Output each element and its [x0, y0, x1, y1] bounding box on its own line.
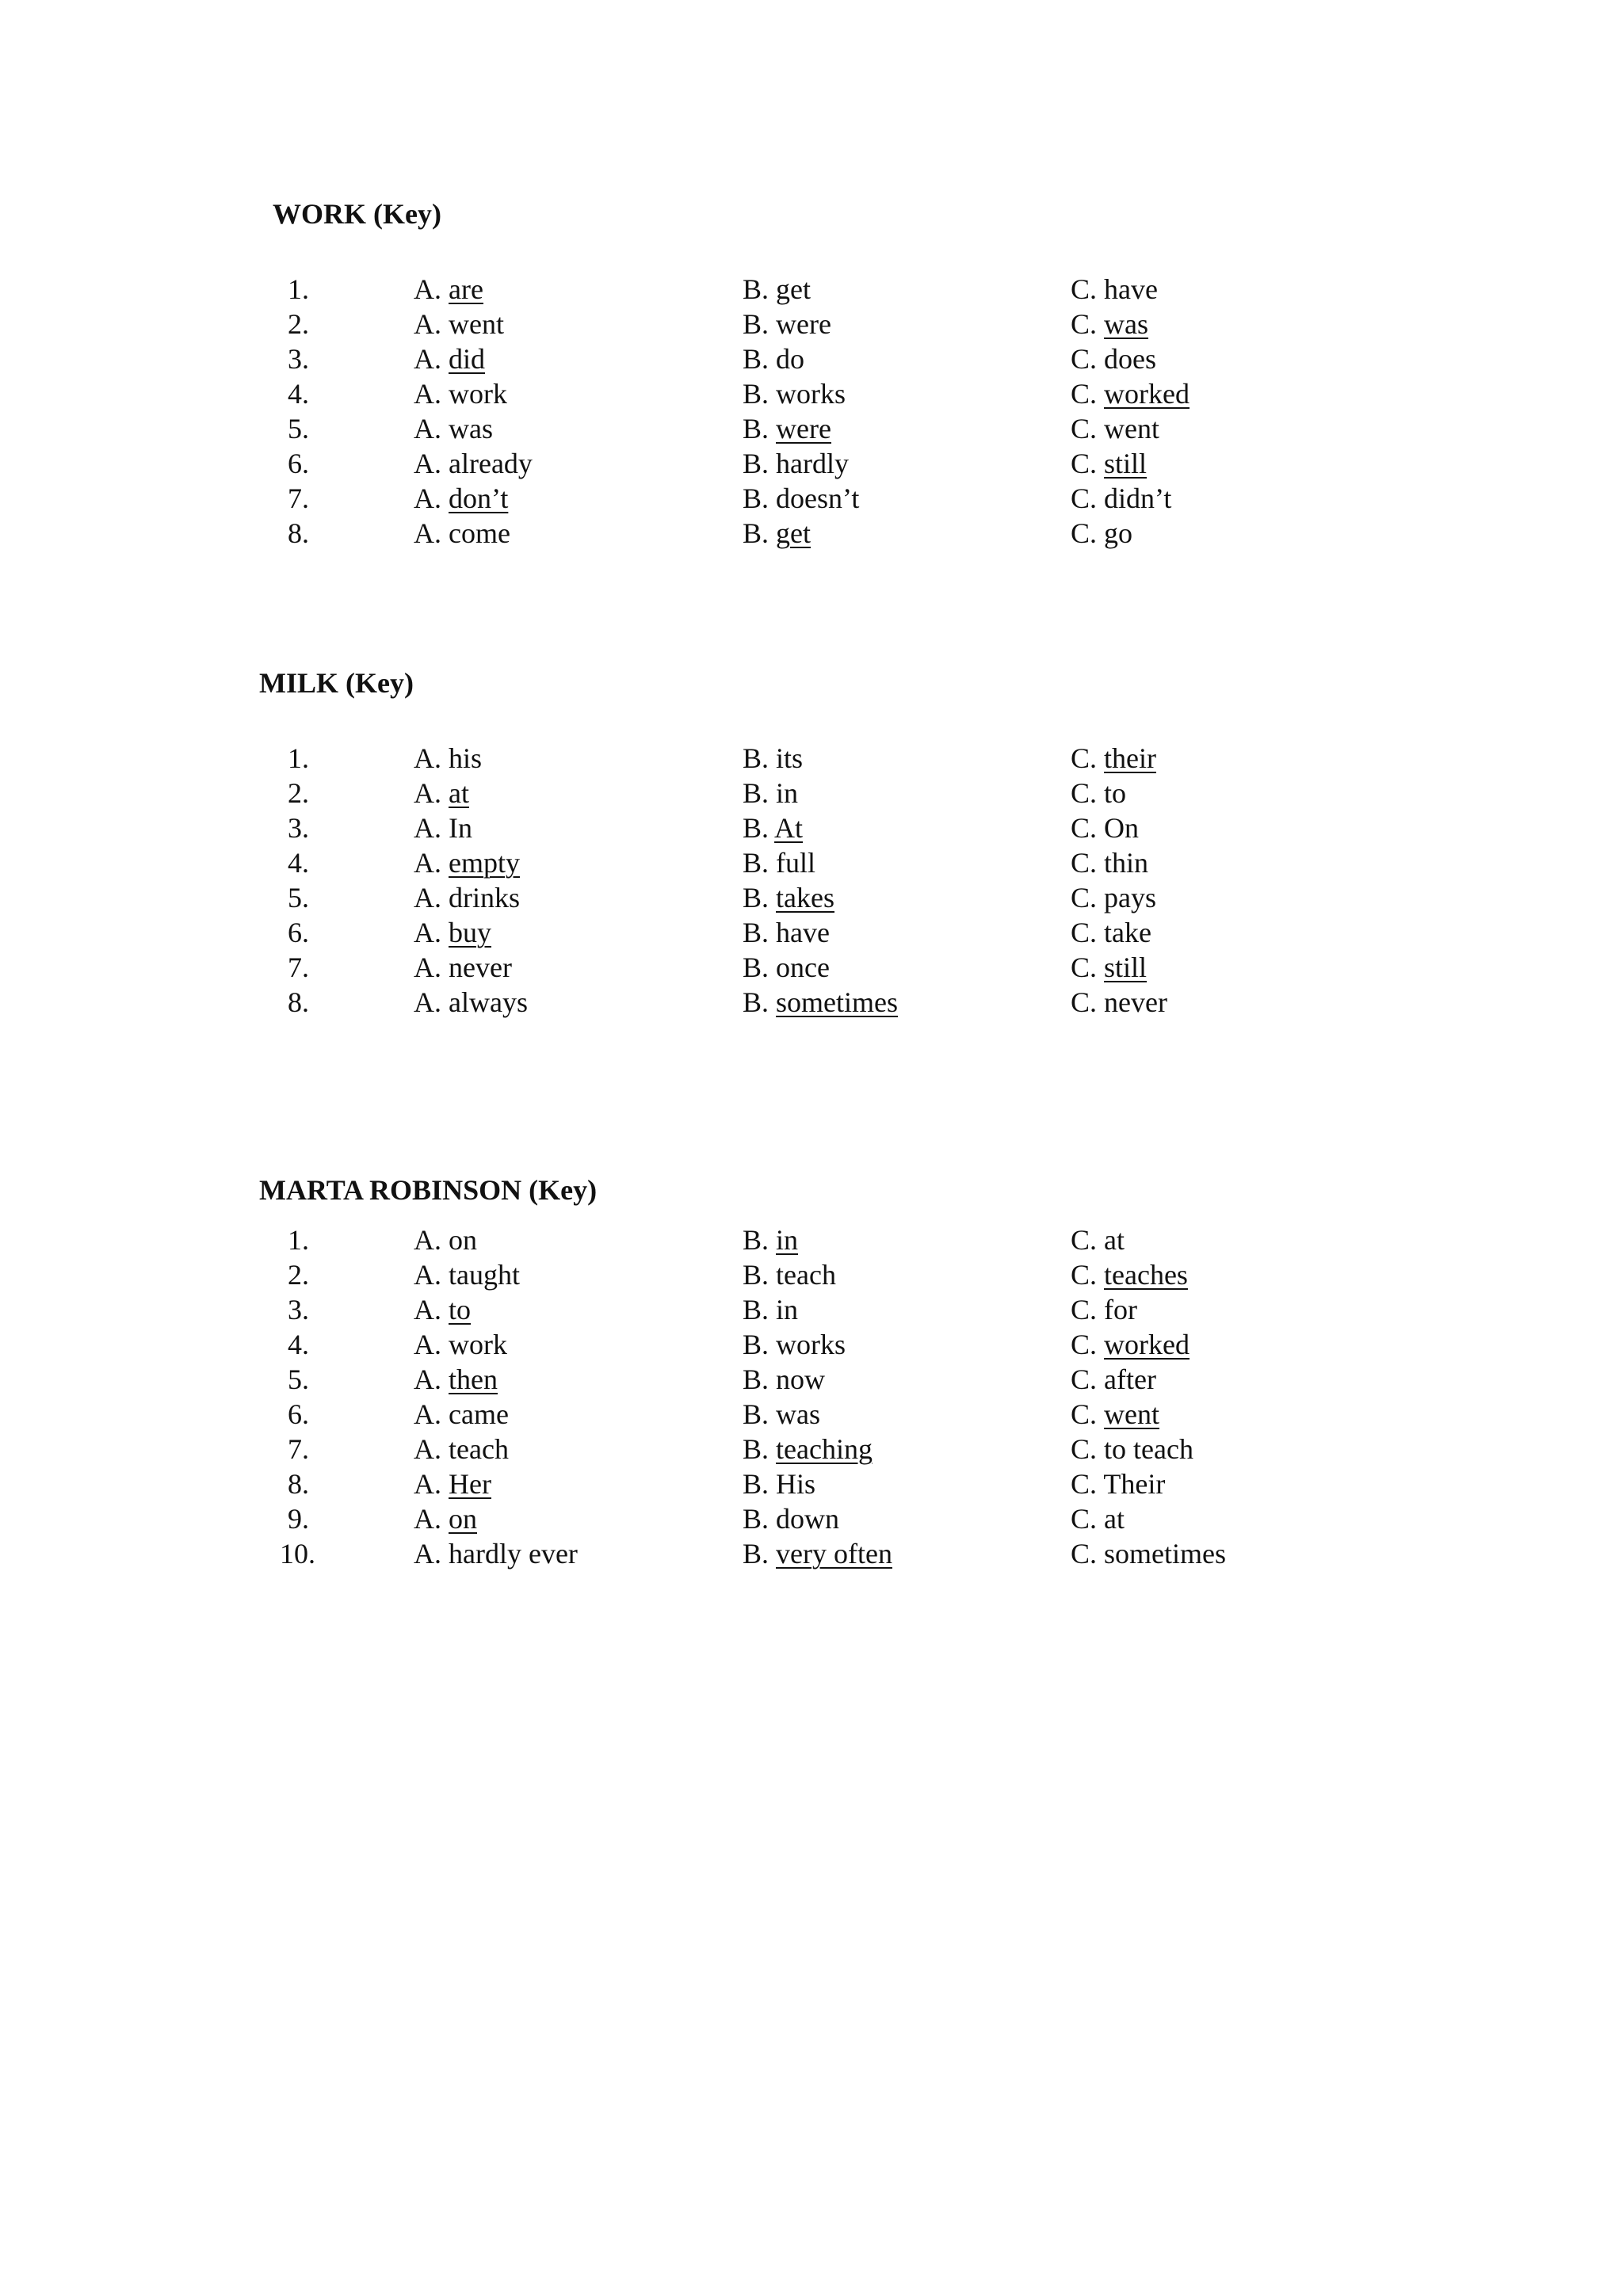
question-row: [0, 776, 1623, 810]
option-word: still: [1104, 448, 1148, 479]
option-letter: B.: [743, 1363, 769, 1395]
question-number: 8.: [288, 517, 309, 549]
option-c: [1071, 1501, 1125, 1536]
option-word: sometimes: [776, 986, 898, 1018]
option-c: [1071, 1397, 1159, 1432]
option-letter: B.: [743, 1259, 769, 1291]
option-word: Her: [449, 1468, 491, 1500]
option-word: in: [776, 1294, 799, 1325]
option-letter: A.: [414, 1538, 441, 1569]
option-word: worked: [1104, 378, 1190, 410]
option-word: very often: [776, 1538, 892, 1569]
option-a: [414, 1327, 507, 1362]
option-word: sometimes: [1104, 1538, 1226, 1569]
option-letter: B.: [743, 1503, 769, 1535]
option-a: [414, 1362, 498, 1397]
option-word: in: [776, 1224, 799, 1256]
option-word: then: [449, 1363, 498, 1395]
question-number: 3.: [288, 1294, 309, 1325]
option-letter: C.: [1071, 308, 1098, 340]
option-letter: A.: [414, 777, 441, 809]
option-letter: B.: [743, 917, 769, 948]
option-b: [743, 1397, 820, 1432]
option-word: to: [449, 1294, 472, 1325]
option-a: [414, 1536, 578, 1571]
question-row: [0, 845, 1623, 880]
option-letter: C.: [1071, 448, 1098, 479]
option-letter: A.: [414, 378, 441, 410]
option-word: have: [776, 917, 830, 948]
option-word: hardly ever: [449, 1538, 578, 1569]
option-letter: A.: [414, 882, 441, 913]
option-letter: A.: [414, 413, 441, 444]
section-title: WORK (Key): [273, 198, 441, 230]
option-word: In: [449, 812, 472, 844]
option-c: [1071, 272, 1158, 307]
question-number: 4.: [288, 847, 309, 879]
option-c: [1071, 446, 1147, 481]
option-word: have: [1104, 273, 1158, 305]
option-word: was: [449, 413, 493, 444]
option-word: went: [1104, 413, 1159, 444]
option-word: get: [776, 517, 811, 549]
option-b: [743, 1362, 825, 1397]
option-word: already: [449, 448, 533, 479]
option-b: [743, 481, 859, 516]
option-a: [414, 307, 504, 341]
option-letter: B.: [743, 882, 769, 913]
question-number: 3.: [288, 812, 309, 844]
option-word: teaching: [776, 1433, 873, 1465]
option-a: [414, 1501, 477, 1536]
option-letter: B.: [743, 343, 769, 375]
option-word: to teach: [1104, 1433, 1193, 1465]
option-a: [414, 1257, 520, 1292]
question-number: 6.: [288, 448, 309, 479]
option-c: [1071, 985, 1167, 1020]
option-c: [1071, 516, 1132, 551]
option-word: worked: [1104, 1329, 1190, 1360]
question-row: [0, 950, 1623, 985]
option-letter: A.: [414, 1503, 441, 1535]
question-row: [0, 1292, 1623, 1327]
option-letter: A.: [414, 517, 441, 549]
question-number: 2.: [288, 308, 309, 340]
option-letter: C.: [1071, 742, 1098, 774]
option-letter: C.: [1071, 986, 1098, 1018]
question-number: 1.: [288, 273, 309, 305]
question-row: [0, 1536, 1623, 1571]
option-b: [743, 272, 811, 307]
question-row: [0, 1362, 1623, 1397]
option-word: get: [776, 273, 811, 305]
option-letter: C.: [1071, 882, 1098, 913]
option-letter: A.: [414, 482, 441, 514]
option-letter: A.: [414, 1433, 441, 1465]
option-b: [743, 741, 803, 776]
option-c: [1071, 411, 1159, 446]
question-number: 4.: [288, 378, 309, 410]
option-letter: B.: [743, 1398, 769, 1430]
question-row: [0, 741, 1623, 776]
option-letter: B.: [743, 1329, 769, 1360]
question-number: 8.: [288, 986, 309, 1018]
option-word: at: [1104, 1224, 1125, 1256]
option-b: [743, 307, 831, 341]
option-letter: A.: [414, 986, 441, 1018]
option-word: does: [1104, 343, 1157, 375]
option-letter: B.: [743, 986, 769, 1018]
option-letter: A.: [414, 1398, 441, 1430]
option-letter: A.: [414, 952, 441, 983]
option-letter: A.: [414, 1294, 441, 1325]
option-c: [1071, 1362, 1156, 1397]
option-a: [414, 411, 493, 446]
option-letter: A.: [414, 1363, 441, 1395]
option-letter: B.: [743, 1538, 769, 1569]
option-b: [743, 411, 831, 446]
option-b: [743, 845, 815, 880]
option-a: [414, 1432, 509, 1466]
option-word: never: [449, 952, 512, 983]
option-c: [1071, 1536, 1226, 1571]
option-c: [1071, 950, 1147, 985]
option-letter: C.: [1071, 1329, 1098, 1360]
option-word: down: [776, 1503, 840, 1535]
option-letter: B.: [743, 482, 769, 514]
option-letter: B.: [743, 273, 769, 305]
question-number: 7.: [288, 482, 309, 514]
option-letter: C.: [1071, 517, 1098, 549]
option-word: don’t: [449, 482, 509, 514]
option-letter: A.: [414, 742, 441, 774]
option-word: his: [449, 742, 483, 774]
option-b: [743, 776, 798, 810]
option-a: [414, 446, 533, 481]
option-word: at: [449, 777, 469, 809]
option-word: didn’t: [1104, 482, 1172, 514]
question-number: 7.: [288, 1433, 309, 1465]
option-c: [1071, 810, 1139, 845]
question-row: [0, 1466, 1623, 1501]
section-title: MARTA ROBINSON (Key): [259, 1174, 598, 1206]
option-word: works: [776, 378, 846, 410]
question-row: [0, 1397, 1623, 1432]
option-a: [414, 481, 508, 516]
option-letter: B.: [743, 847, 769, 879]
option-a: [414, 516, 510, 551]
option-b: [743, 985, 898, 1020]
option-letter: B.: [743, 1433, 769, 1465]
option-letter: A.: [414, 448, 441, 479]
option-a: [414, 810, 472, 845]
question-row: [0, 1222, 1623, 1257]
option-letter: B.: [743, 1468, 769, 1500]
option-a: [414, 845, 520, 880]
option-word: still: [1104, 952, 1148, 983]
option-letter: A.: [414, 917, 441, 948]
question-row: [0, 376, 1623, 411]
option-letter: C.: [1071, 482, 1098, 514]
option-c: [1071, 307, 1148, 341]
option-word: drinks: [449, 882, 520, 913]
option-letter: C.: [1071, 343, 1098, 375]
question-row: [0, 307, 1623, 341]
option-word: went: [1104, 1398, 1159, 1430]
option-b: [743, 516, 811, 551]
option-word: hardly: [776, 448, 849, 479]
option-b: [743, 810, 803, 845]
option-word: now: [776, 1363, 826, 1395]
option-b: [743, 1257, 836, 1292]
option-c: [1071, 1292, 1137, 1327]
option-a: [414, 1222, 477, 1257]
question-row: [0, 1327, 1623, 1362]
question-number: 6.: [288, 917, 309, 948]
option-letter: A.: [414, 812, 441, 844]
question-row: [0, 1501, 1623, 1536]
option-a: [414, 880, 520, 915]
option-letter: C.: [1071, 952, 1098, 983]
option-c: [1071, 880, 1156, 915]
option-word: its: [776, 742, 804, 774]
question-number: 6.: [288, 1398, 309, 1430]
option-word: for: [1104, 1294, 1137, 1325]
question-number: 8.: [288, 1468, 309, 1500]
option-letter: C.: [1071, 1503, 1098, 1535]
option-letter: C.: [1071, 1363, 1098, 1395]
option-word: on: [449, 1503, 477, 1535]
option-letter: A.: [414, 1224, 441, 1256]
option-letter: B.: [743, 448, 769, 479]
option-word: once: [776, 952, 830, 983]
option-b: [743, 1222, 798, 1257]
option-letter: C.: [1071, 1433, 1098, 1465]
option-b: [743, 1501, 839, 1536]
option-word: take: [1104, 917, 1151, 948]
question-number: 3.: [288, 343, 309, 375]
option-word: Their: [1103, 1468, 1166, 1500]
option-letter: B.: [743, 777, 769, 809]
option-b: [743, 1536, 892, 1571]
option-c: [1071, 1466, 1165, 1501]
option-word: full: [776, 847, 816, 879]
option-word: come: [449, 517, 510, 549]
option-word: pays: [1104, 882, 1157, 913]
option-letter: A.: [414, 308, 441, 340]
section-title: MILK (Key): [259, 667, 414, 699]
question-number: 2.: [288, 777, 309, 809]
option-word: thin: [1104, 847, 1149, 879]
option-b: [743, 950, 830, 985]
option-c: [1071, 481, 1171, 516]
option-word: On: [1104, 812, 1140, 844]
option-b: [743, 446, 849, 481]
question-number: 5.: [288, 882, 309, 913]
option-letter: C.: [1071, 777, 1098, 809]
option-a: [414, 776, 469, 810]
option-b: [743, 880, 834, 915]
question-number: 5.: [288, 1363, 309, 1395]
option-letter: A.: [414, 847, 441, 879]
option-word: came: [449, 1398, 509, 1430]
option-word: did: [449, 343, 486, 375]
option-word: teaches: [1104, 1259, 1188, 1291]
option-word: was: [1104, 308, 1149, 340]
option-b: [743, 1292, 798, 1327]
option-word: empty: [449, 847, 520, 879]
option-word: went: [449, 308, 504, 340]
option-letter: A.: [414, 273, 441, 305]
option-letter: C.: [1071, 413, 1098, 444]
option-word: at: [1104, 1503, 1125, 1535]
option-word: work: [449, 1329, 507, 1360]
option-c: [1071, 1327, 1190, 1362]
option-a: [414, 341, 485, 376]
option-letter: B.: [743, 952, 769, 983]
option-c: [1071, 341, 1156, 376]
question-row: [0, 516, 1623, 551]
question-number: 1.: [288, 742, 309, 774]
option-letter: B.: [743, 308, 769, 340]
option-word: teach: [449, 1433, 509, 1465]
option-word: works: [776, 1329, 846, 1360]
option-c: [1071, 845, 1148, 880]
question-row: [0, 1432, 1623, 1466]
option-a: [414, 272, 483, 307]
question-row: [0, 985, 1623, 1020]
option-word: go: [1104, 517, 1133, 549]
option-c: [1071, 1432, 1193, 1466]
option-letter: C.: [1071, 1294, 1098, 1325]
option-a: [414, 950, 512, 985]
question-row: [0, 810, 1623, 845]
option-letter: B.: [743, 1224, 769, 1256]
option-a: [414, 985, 528, 1020]
option-word: to: [1104, 777, 1127, 809]
question-number: 5.: [288, 413, 309, 444]
option-word: At: [774, 812, 804, 844]
option-letter: A.: [414, 1259, 441, 1291]
option-word: was: [776, 1398, 821, 1430]
option-b: [743, 1466, 815, 1501]
option-letter: C.: [1071, 1398, 1098, 1430]
option-letter: C.: [1071, 1468, 1098, 1500]
option-word: their: [1104, 742, 1156, 774]
option-b: [743, 341, 804, 376]
option-letter: C.: [1071, 1538, 1098, 1569]
question-row: [0, 341, 1623, 376]
option-letter: B.: [743, 413, 769, 444]
option-letter: C.: [1071, 273, 1098, 305]
question-number: 1.: [288, 1224, 309, 1256]
option-letter: B.: [743, 1294, 769, 1325]
option-c: [1071, 1257, 1188, 1292]
option-word: were: [776, 308, 831, 340]
option-a: [414, 915, 491, 950]
option-word: were: [776, 413, 831, 444]
option-word: taught: [449, 1259, 520, 1291]
option-a: [414, 1466, 491, 1501]
question-row: [0, 411, 1623, 446]
option-word: buy: [449, 917, 491, 948]
option-word: are: [449, 273, 483, 305]
option-letter: B.: [743, 812, 769, 844]
option-b: [743, 1432, 873, 1466]
question-row: [0, 880, 1623, 915]
question-number: 10.: [280, 1538, 315, 1569]
option-letter: B.: [743, 742, 769, 774]
option-word: after: [1104, 1363, 1156, 1395]
question-row: [0, 272, 1623, 307]
option-b: [743, 915, 830, 950]
option-letter: C.: [1071, 847, 1098, 879]
option-letter: C.: [1071, 1259, 1098, 1291]
option-c: [1071, 776, 1126, 810]
option-a: [414, 1397, 509, 1432]
option-letter: A.: [414, 1468, 441, 1500]
option-word: never: [1104, 986, 1167, 1018]
option-c: [1071, 741, 1156, 776]
option-word: work: [449, 378, 507, 410]
option-a: [414, 741, 482, 776]
question-number: 2.: [288, 1259, 309, 1291]
option-letter: C.: [1071, 812, 1098, 844]
option-letter: B.: [743, 378, 769, 410]
option-c: [1071, 1222, 1125, 1257]
option-word: takes: [776, 882, 834, 913]
option-word: in: [776, 777, 799, 809]
question-row: [0, 1257, 1623, 1292]
option-letter: C.: [1071, 917, 1098, 948]
option-word: doesn’t: [776, 482, 860, 514]
option-letter: C.: [1071, 378, 1098, 410]
question-number: 7.: [288, 952, 309, 983]
option-word: on: [449, 1224, 477, 1256]
option-b: [743, 376, 846, 411]
option-c: [1071, 915, 1151, 950]
option-b: [743, 1327, 846, 1362]
option-letter: A.: [414, 343, 441, 375]
option-a: [414, 1292, 471, 1327]
option-letter: A.: [414, 1329, 441, 1360]
option-letter: B.: [743, 517, 769, 549]
option-word: teach: [776, 1259, 836, 1291]
question-row: [0, 446, 1623, 481]
question-row: [0, 915, 1623, 950]
option-word: do: [776, 343, 805, 375]
question-number: 9.: [288, 1503, 309, 1535]
option-word: always: [449, 986, 528, 1018]
option-letter: C.: [1071, 1224, 1098, 1256]
question-row: [0, 481, 1623, 516]
option-c: [1071, 376, 1190, 411]
question-number: 4.: [288, 1329, 309, 1360]
option-word: His: [776, 1468, 816, 1500]
option-a: [414, 376, 507, 411]
